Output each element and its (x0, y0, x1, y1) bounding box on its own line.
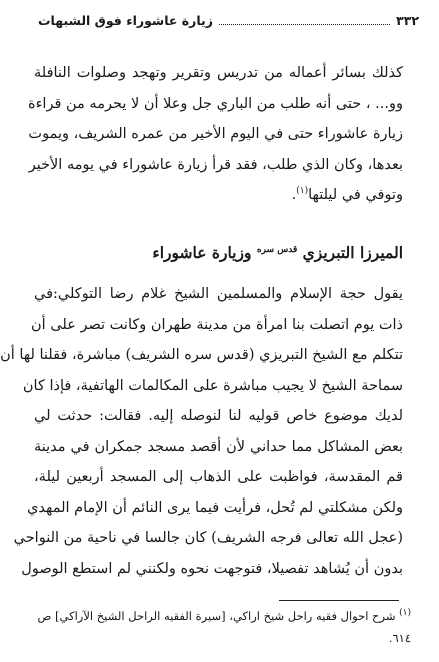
text-line: كذلك بسائر أعماله من تدريس وتقرير وتهجد وصلوات النافلة (34, 65, 403, 81)
heading-name: الميرزا التبريزي (302, 243, 403, 262)
footnote-line (26, 605, 411, 627)
text-line: قم المقدسة، فواظبت على الذهاب إلى المسجد أربعين ليلة، (34, 469, 403, 485)
text-line: بعض المشاكل مما حداني لأن أقصد مسجد جمكران في مدينة (34, 438, 403, 455)
text-line: وتوفي في ليلتها$^{(١)}$. (291, 186, 403, 203)
text-line: بدون أن يُشاهد تفصيلا، فتوجهت نحوه ولكنني لم استطع الوصول (21, 560, 403, 577)
header-dotted-leader (219, 24, 390, 25)
text-line: ذات يوم اتصلت بنا امرأة من مدينة طهران وكانت تصر على أن (31, 316, 403, 333)
footnote-divider (279, 600, 399, 601)
text-line: بعدها، وكان الذي طلب، فقد قرأ زيارة عاشوراء في يومه الأخير (28, 156, 403, 173)
text-line: وو... ، حتى أنه طلب من الباري جل وعلا أن لا يحرمه من قراءة (28, 95, 403, 112)
page-number: ٣٣٢ (396, 12, 419, 28)
running-header (38, 8, 419, 32)
text-line: تتكلم مع الشيخ التبريزي (قدس سره الشريف) مباشرة، فقلنا لها أن (0, 347, 403, 363)
text-line: (عجل الله تعالى فرجه الشريف) كان جالسا في ناحية من النواحي (13, 530, 403, 546)
intro-paragraph (28, 58, 403, 211)
body-paragraph (0, 279, 403, 584)
running-title: زيارة عاشوراء فوق الشبهات (38, 12, 213, 28)
footnote-marker: (١) (399, 608, 411, 619)
honorific-mark: قدس سره (256, 244, 298, 255)
footnote (26, 605, 411, 649)
text-line-content: وتوفي في ليلتها (308, 187, 403, 203)
text-line: زيارة عاشوراء حتى في اليوم الأخير من عمره الشريف، ويموت (28, 126, 403, 142)
footnote-reference: (١) (296, 186, 309, 197)
text-line: يقول حجة الإسلام والمسلمين الشيخ غلام رضا التوكلي:في (34, 286, 403, 302)
text-line: سماحة الشيخ لا يجيب مباشرة على المكالمات الهاتفية، فإذا كان (22, 377, 403, 394)
footnote-line: ٦١٤. (388, 631, 411, 645)
heading-rest: وزيارة عاشوراء (152, 243, 252, 262)
text-line: ولكن مشكلتي لم تُحل، فرأيت فيما يرى النائم أن الإمام المهدي (27, 499, 403, 516)
footnote-text: شرح احوال فقيه راحل شيخ اراكي، [سيرة الفقيه الراحل الشيخ الآراكي] ص (37, 609, 396, 623)
text-line: لديك موضوع خاص قوليه لنا لنوصله إليه. فقالت: حدثت لي (34, 408, 403, 424)
section-heading (40, 241, 403, 265)
